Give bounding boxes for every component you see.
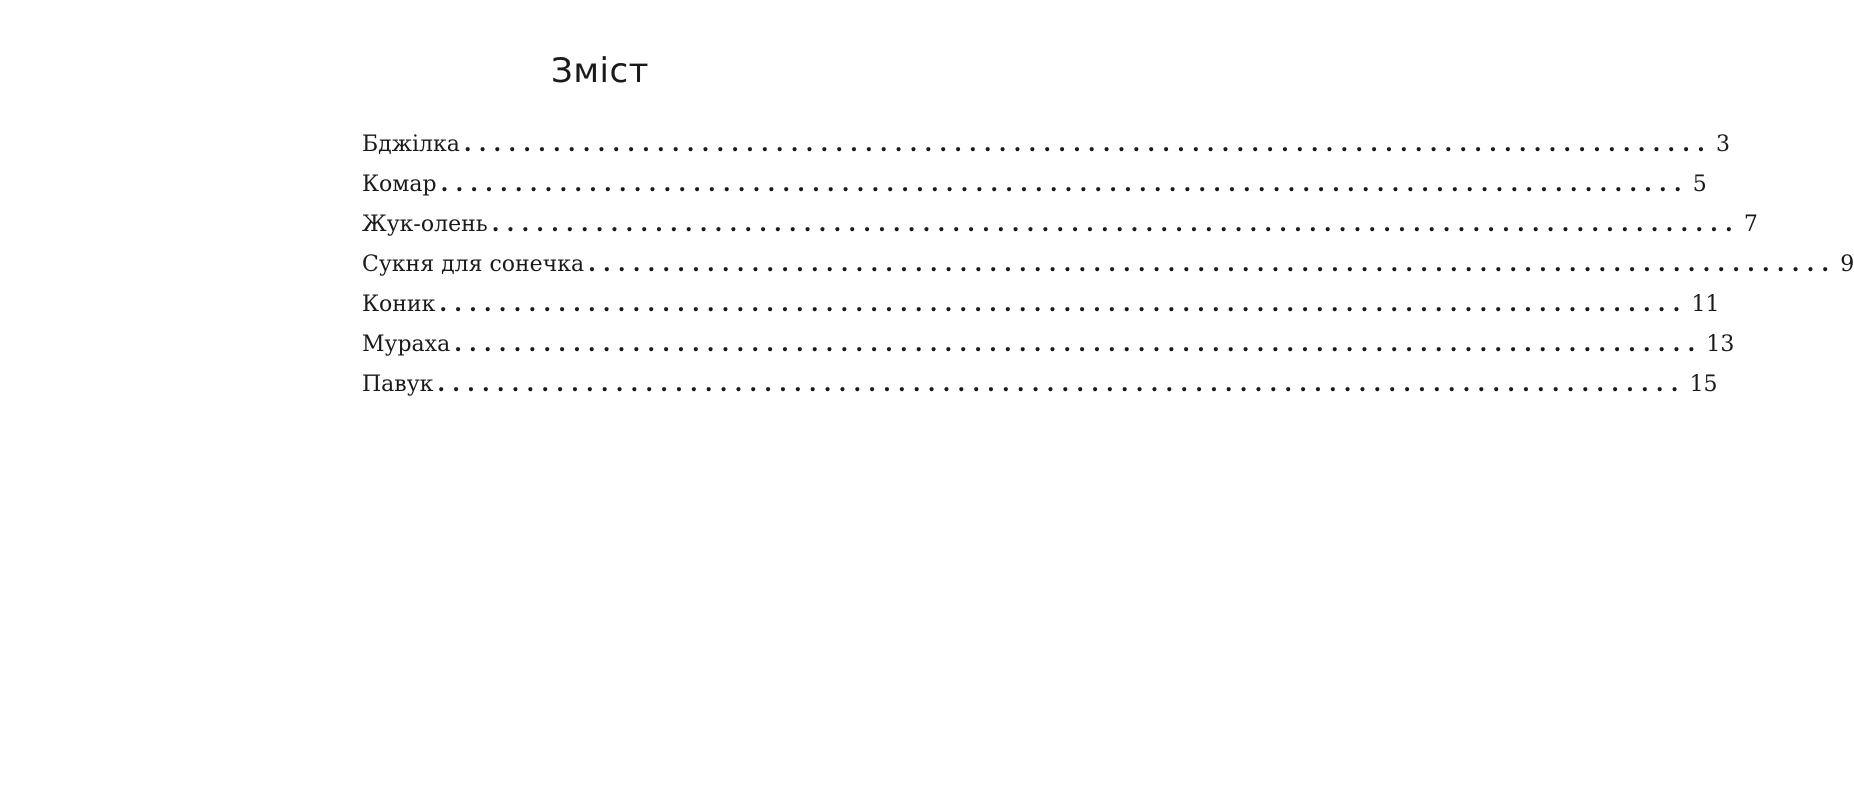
toc-entry[interactable] [362, 364, 1718, 404]
toc-entry-page: 7 [1743, 212, 1758, 237]
toc-entry-page: 9 [1840, 252, 1854, 277]
toc-entry-title: Жук-олень [362, 212, 488, 237]
toc-entry-title: Комар [362, 172, 437, 197]
dot-leader: .................................................................................... [491, 211, 1740, 237]
table-of-contents [362, 124, 1854, 404]
toc-entry-title: Мураха [362, 332, 451, 357]
toc-entry[interactable] [362, 324, 1735, 364]
toc-entry[interactable] [362, 244, 1854, 284]
toc-entry-page: 11 [1691, 292, 1720, 317]
toc-entry-title: Павук [362, 372, 434, 397]
page-title: Зміст [551, 51, 649, 91]
dot-leader: .................................................................................... [440, 171, 1689, 197]
dot-leader: .................................................................................... [588, 251, 1837, 277]
toc-entry[interactable] [362, 164, 1707, 204]
toc-entry-page: 3 [1716, 132, 1731, 157]
toc-entry-title: Сукня для сонечка [362, 252, 585, 277]
toc-entry-page: 5 [1692, 172, 1707, 197]
toc-entry-title: Бджілка [362, 132, 460, 157]
dot-leader: .................................................................................... [439, 291, 1688, 317]
toc-entry[interactable] [362, 204, 1758, 244]
toc-entry-title: Коник [362, 292, 436, 317]
toc-entry-page: 15 [1689, 372, 1718, 397]
toc-entry[interactable] [362, 124, 1731, 164]
dot-leader: .................................................................................... [463, 131, 1713, 157]
dot-leader: .................................................................................... [454, 331, 1703, 357]
toc-entry-page: 13 [1706, 332, 1735, 357]
toc-entry[interactable] [362, 284, 1720, 324]
dot-leader: .................................................................................... [437, 371, 1686, 397]
